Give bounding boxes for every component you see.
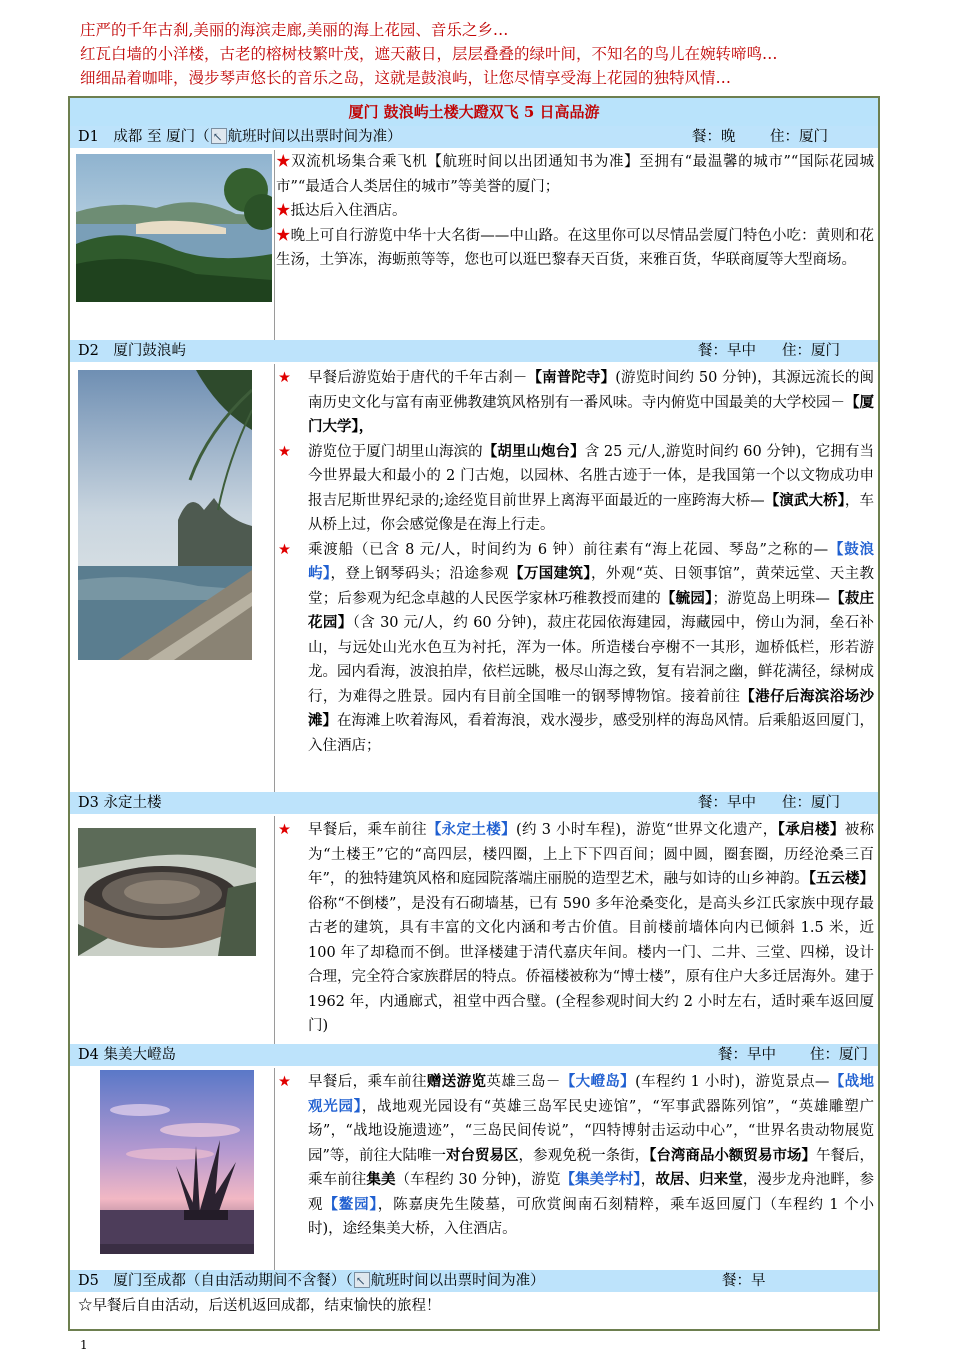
day1-divider	[274, 150, 275, 340]
page-number: 1	[80, 1338, 88, 1352]
day3-meal: 餐：早中	[698, 795, 756, 811]
day5-item: ☆早餐后自由活动，后送机返回成都，结束愉快的旅程！	[78, 1298, 441, 1314]
day4-title: D4 集美大嶝岛	[78, 1047, 176, 1063]
day4-meal: 餐：早中	[718, 1047, 776, 1063]
day2-photo-gulangyu	[78, 370, 252, 660]
day1-title: D1 成都 至 厦门（↖ 航班时间以出票时间为准）	[78, 126, 402, 148]
day1-photo-xiamen-coast	[76, 154, 272, 302]
day2-divider	[274, 364, 275, 792]
day3-description	[278, 818, 874, 1039]
day4-divider	[274, 1068, 275, 1270]
day5-title: D5 厦门至成都（自由活动期间不含餐）（↖ 航班时间以出票时间为准）	[78, 1270, 545, 1292]
day2-stay: 住：厦门	[782, 343, 840, 359]
day3-item-tulou: ★ 早餐后，乘车前往【永定土楼】(约 3 小时车程)，游览“世界文化遗产，【承启楼】被称为“土楼王”它的“高四层，楼四圈，上上下下四百间；圆中圆，圈套圈，历经沧桑三百年”，的独特建筑风格和庭园院落端庄丽脱的造型艺术，融与如诗的山乡神韵。【五云楼】俗称“不倒楼”，是没有石砌墙基，已有 590 多年沧桑变化，是高头乡江氏家族中现存最古老的建筑，具有丰富的文化内涵和考古价值。目前楼前墙体向内已倾斜 1.5 米，近 100 年了却稳而不倒。世泽楼建于清代嘉庆年间。楼内一门、二井、三堂、四梯，设计合理，完全符合家族群居的特点。侨福楼被称为“博士楼”，原有住户大多迁居海外。建于 1962 年，内通廊式，祖堂中西合璧。(全程参观时间大约 2 小时左右，适时乘车返回厦门)	[278, 821, 875, 1034]
intro-text	[80, 18, 940, 90]
day4-description	[278, 1070, 874, 1242]
day2-header	[70, 340, 878, 362]
day3-divider	[274, 816, 275, 1044]
day3-title: D3 永定土楼	[78, 795, 162, 811]
intro-line-2: 红瓦白墙的小洋楼，古老的榕树枝繁叶茂，遮天蔽日，层层叠叠的绿叶间，不知名的鸟儿在婉转啼鸣…	[80, 45, 778, 63]
day4-header	[70, 1044, 878, 1066]
day2-item-hulishan: ★ 游览位于厦门胡里山海滨的【胡里山炮台】含 25 元/人,游览时间约 60 分钟)，它拥有当今世界最大和最小的 2 门古炮，以园林、名胜古迹于一体，是我国第一个以文物成功申报吉尼斯世界纪录的;途经览目前世界上离海平面最近的一座跨海大桥—【演武大桥】，车从桥上过，你会感觉像是在海上行走。	[278, 442, 874, 533]
day3-stay: 住：厦门	[782, 795, 840, 811]
itinerary-table	[68, 96, 880, 1331]
intro-line-3: 细细品着咖啡，漫步琴声悠长的音乐之岛，这就是鼓浪屿，让您尽情享受海上花园的独特风情…	[80, 69, 732, 87]
itinerary-title: 厦门 鼓浪屿土楼大蹬双飞 5 日高品游	[70, 98, 878, 126]
airplane-icon	[211, 128, 227, 144]
day3-header	[70, 792, 878, 814]
day2-item-nanputuo: ★ 早餐后游览始于唐代的千年古刹－【南普陀寺】(游览时间约 50 分钟)，其源远流长的闽南历史文化与富有南亚佛教建筑风格别有一番风味。寺内俯览中国最美的大学校园－【厦门大学】，	[278, 369, 875, 435]
day4-photo-dadeng-island	[100, 1070, 254, 1254]
airplane-icon	[354, 1272, 370, 1288]
day1-item-3: ★晚上可自行游览中华十大名街——中山路。在这里你可以尽情品尝厦门特色小吃：黄则和花生汤，土笋冻，海蛎煎等等，您也可以逛巴黎春天百货，来雅百货，华联商厦等大型商场。	[276, 227, 875, 268]
day1-meal: 餐：晚	[692, 129, 736, 145]
day4-item-dadeng: ★ 早餐后，乘车前往赠送游览英雄三岛－【大嶝岛】(车程约 1 小时)，游览景点—【战地观光园】，战地观光园设有“英雄三岛军民史迹馆”，“军事武器陈列馆”，“英雄雕塑广场”，“战地设施遗迹”，“三岛民间传说”，“四特博射击运动中心”，“世界名贵动物展览园”等，前往大陆唯一对台贸易区，参观免税一条街，【台湾商品小额贸易市场】午餐后，乘车前往集美（车程约 30 分钟)，游览【集美学村】，故居、归来堂，漫步龙舟池畔，参观【鳌园】，陈嘉庚先生陵墓，可欣赏闽南石刻精粹，乘车返回厦门（车程约 1 个小时)，途经集美大桥，入住酒店。	[278, 1073, 875, 1237]
day1-item-2: ★抵达后入住酒店。	[276, 203, 407, 219]
day2-title: D2 厦门鼓浪屿	[78, 343, 186, 359]
day5-meal: 餐：早	[722, 1273, 766, 1289]
day1-description	[276, 150, 874, 273]
day1-item-1: ★双流机场集合乘飞机【航班时间以出团通知书为准】至拥有“最温馨的城市”“国际花园城市”“最适合人类居住的城市”等美誉的厦门；	[276, 154, 874, 195]
intro-line-1: 庄严的千年古刹,美丽的海滨走廊,美丽的海上花园、音乐之乡…	[80, 21, 509, 39]
day5-header	[70, 1270, 878, 1292]
day2-description	[278, 366, 874, 758]
day2-meal: 餐：早中	[698, 343, 756, 359]
day1-stay: 住：厦门	[770, 129, 828, 145]
day4-stay: 住：厦门	[810, 1047, 868, 1063]
day2-item-gulangyu: ★ 乘渡船（已含 8 元/人，时间约为 6 钟）前往素有“海上花园、琴岛”之称的—【鼓浪屿】，登上钢琴码头；沿途参观【万国建筑】，外观“英、日领事馆”，黄荣远堂、天主教堂；后参观为纪念卓越的人民医学家林巧稚教授而建的【毓园】；游览岛上明珠—【菽庄花园】（含 30 元/人，约 60 分钟)，菽庄花园依海建园，海藏园中，傍山为洞，垒石补山，与远处山光水色互为衬托，浑为一体。所造楼台亭榭不一其形，迦桥低栏，形若游龙。园内看海，波浪拍岸，依栏远眺，极尽山海之致，复有岩洞之幽，鲜花满径，绿树成行，为难得之胜景。园内有目前全国唯一的钢琴博物馆。接着前往【港仔后海滨浴场沙滩】在海滩上吹着海风，看着海浪，戏水漫步，感受别样的海岛风情。后乘船返回厦门，入住酒店；	[278, 540, 875, 754]
day1-header	[70, 126, 878, 148]
day3-photo-tulou	[78, 828, 256, 956]
day5-description	[78, 1294, 868, 1319]
